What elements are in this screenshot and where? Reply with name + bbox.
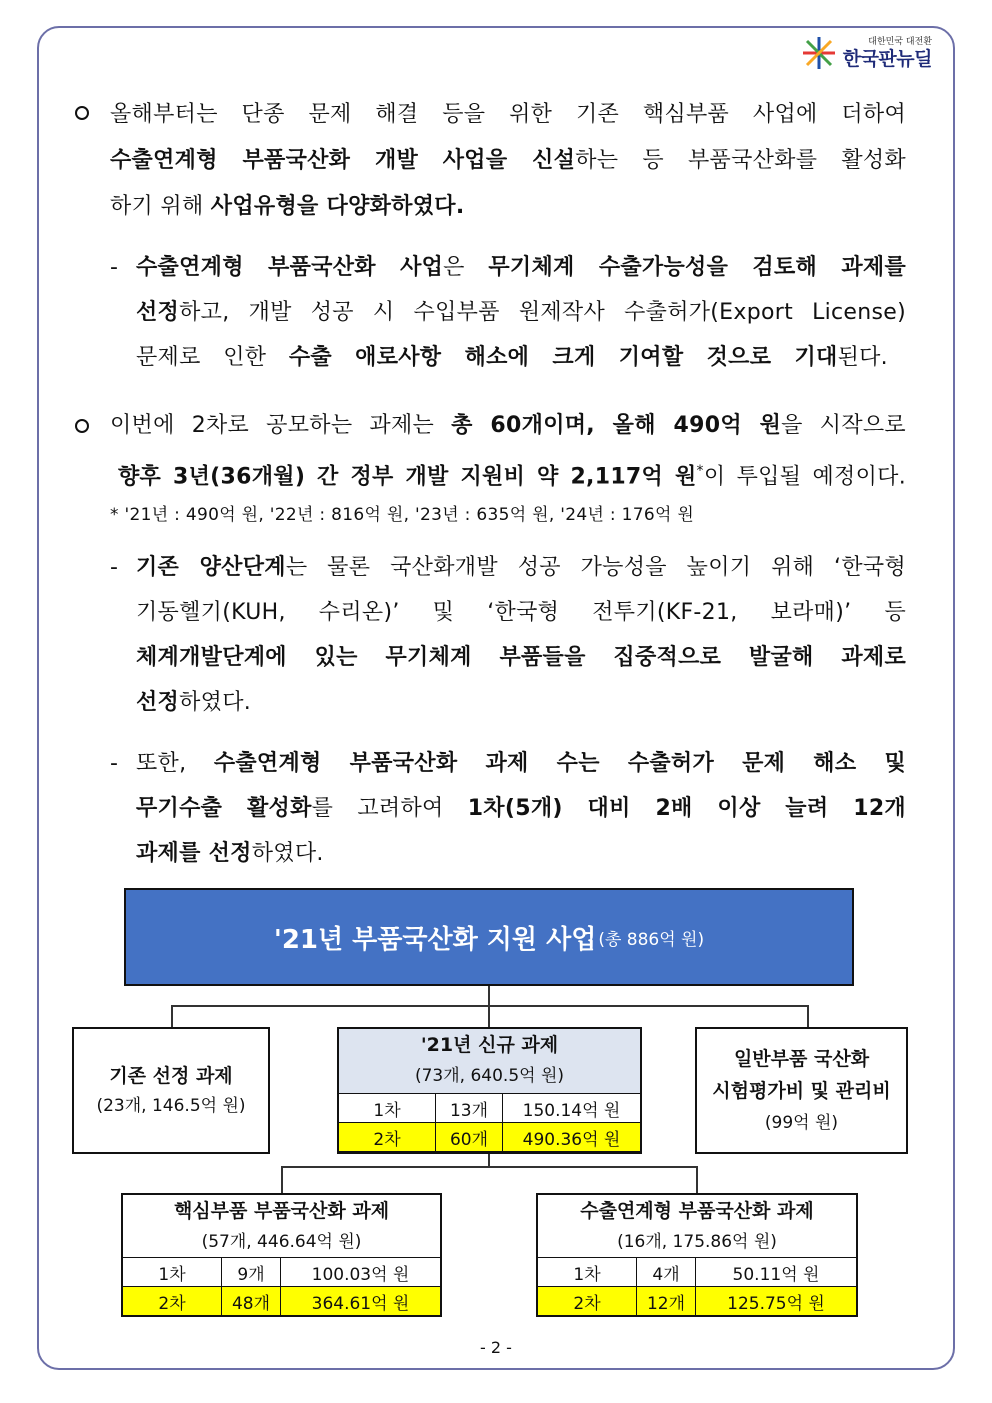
dash1-line1: 수출연계형 부품국산화 사업은 무기체계 수출가능성을 검토해 과제를 bbox=[136, 255, 906, 280]
para2-line2: 향후 3년(36개월) 간 정부 개발 지원비 약 2,117억 원*이 투입될 예정이다. bbox=[118, 463, 906, 490]
para1-line2: 수출연계형 부품국산화 개발 사업을 신설하는 등 부품국산화를 활성화 bbox=[110, 148, 906, 173]
connector-line bbox=[807, 1005, 809, 1028]
circle-bullet-icon bbox=[75, 419, 89, 433]
new-deal-star-icon bbox=[799, 33, 839, 73]
table-row-highlighted: 2차 48개 364.61억 원 bbox=[123, 1287, 441, 1316]
connector-line bbox=[281, 1166, 698, 1168]
existing-projects-summary: (23개, 146.5억 원) bbox=[96, 1096, 246, 1116]
connector-line bbox=[171, 1005, 173, 1028]
diagram-main-title: '21년 부품국산화 지원 사업 bbox=[273, 924, 597, 955]
dash3-line2: 무기수출 활성화를 고려하여 1차(5개) 대비 2배 이상 늘려 12개 bbox=[136, 796, 906, 821]
core-parts-table bbox=[122, 1257, 441, 1316]
diagram-main-subtitle: (총 886억 원) bbox=[598, 929, 705, 950]
general-parts-box bbox=[695, 1027, 908, 1154]
page-number: - 2 - bbox=[480, 1338, 512, 1357]
dash2-line3: 체계개발단계에 있는 무기체계 부품들을 집중적으로 발굴해 과제로 bbox=[136, 645, 906, 670]
korean-new-deal-logo bbox=[799, 33, 932, 73]
dash-marker: - bbox=[110, 255, 118, 280]
new-projects-table bbox=[338, 1093, 641, 1152]
connector-line bbox=[488, 986, 490, 1006]
table-row-highlighted: 2차 60개 490.36억 원 bbox=[339, 1123, 641, 1152]
core-parts-summary: (57개, 446.64억 원) bbox=[201, 1232, 362, 1252]
logo-title: 한국판뉴딜 bbox=[842, 47, 932, 70]
dash2-line4: 선정하였다. bbox=[136, 690, 252, 715]
dash1-line2: 선정하고, 개발 성공 시 수입부품 원제작사 수출허가(Export License) bbox=[136, 300, 906, 325]
connector-line bbox=[488, 1005, 490, 1028]
table-row: 1차 9개 100.03억 원 bbox=[123, 1258, 441, 1287]
export-linked-table bbox=[537, 1257, 857, 1316]
export-linked-summary: (16개, 175.86억 원) bbox=[617, 1232, 777, 1252]
general-parts-line2: 시험평가비 및 관리비 bbox=[712, 1080, 891, 1102]
core-parts-title: 핵심부품 부품국산화 과제 bbox=[173, 1200, 390, 1222]
general-parts-summary: (99억 원) bbox=[764, 1113, 839, 1133]
new-projects-summary: (73개, 640.5억 원) bbox=[414, 1066, 565, 1086]
diagram-main-box bbox=[124, 888, 854, 986]
dash1-line3: 문제로 인한 수출 애로사항 해소에 크게 기여할 것으로 기대된다. bbox=[136, 345, 888, 370]
dash3-line3: 과제를 선정하였다. bbox=[136, 841, 324, 866]
dash-marker: - bbox=[110, 555, 118, 580]
para1-line1: 올해부터는 단종 문제 해결 등을 위한 기존 핵심부품 사업에 더하여 bbox=[110, 102, 906, 127]
connector-line bbox=[171, 1005, 809, 1007]
para1-line3: 하기 위해 사업유형을 다양화하였다. bbox=[110, 194, 465, 219]
connector-line bbox=[696, 1166, 698, 1194]
dash2-line2: 기동헬기(KUH, 수리온)’ 및 ‘한국형 전투기(KF-21, 보라매)’ 등 bbox=[136, 600, 906, 625]
footnote: * '21년 : 490억 원, '22년 : 816억 원, '23년 : 635억 원, '24년 : 176억 원 bbox=[110, 505, 695, 525]
dash-marker: - bbox=[110, 751, 118, 776]
table-row: 1차 4개 50.11억 원 bbox=[538, 1258, 857, 1287]
connector-line bbox=[281, 1166, 283, 1194]
circle-bullet-icon bbox=[75, 106, 89, 120]
table-row: 1차 13개 150.14억 원 bbox=[339, 1094, 641, 1123]
existing-projects-box bbox=[72, 1027, 270, 1154]
new-projects-title: '21년 신규 과제 bbox=[420, 1034, 559, 1056]
dash2-line1: 기존 양산단계는 물론 국산화개발 성공 가능성을 높이기 위해 ‘한국형 bbox=[136, 555, 906, 580]
para2-line1: 이번에 2차로 공모하는 과제는 총 60개이며, 올해 490억 원을 시작으로 bbox=[110, 413, 906, 438]
general-parts-line1: 일반부품 국산화 bbox=[733, 1048, 870, 1070]
dash3-line1: 또한, 수출연계형 부품국산화 과제 수는 수출허가 문제 해소 및 bbox=[136, 751, 906, 776]
table-row-highlighted: 2차 12개 125.75억 원 bbox=[538, 1287, 857, 1316]
logo-subtitle: 대한민국 대전환 bbox=[868, 36, 932, 47]
existing-projects-title: 기존 선정 과제 bbox=[109, 1065, 233, 1087]
export-linked-title: 수출연계형 부품국산화 과제 bbox=[580, 1200, 814, 1222]
